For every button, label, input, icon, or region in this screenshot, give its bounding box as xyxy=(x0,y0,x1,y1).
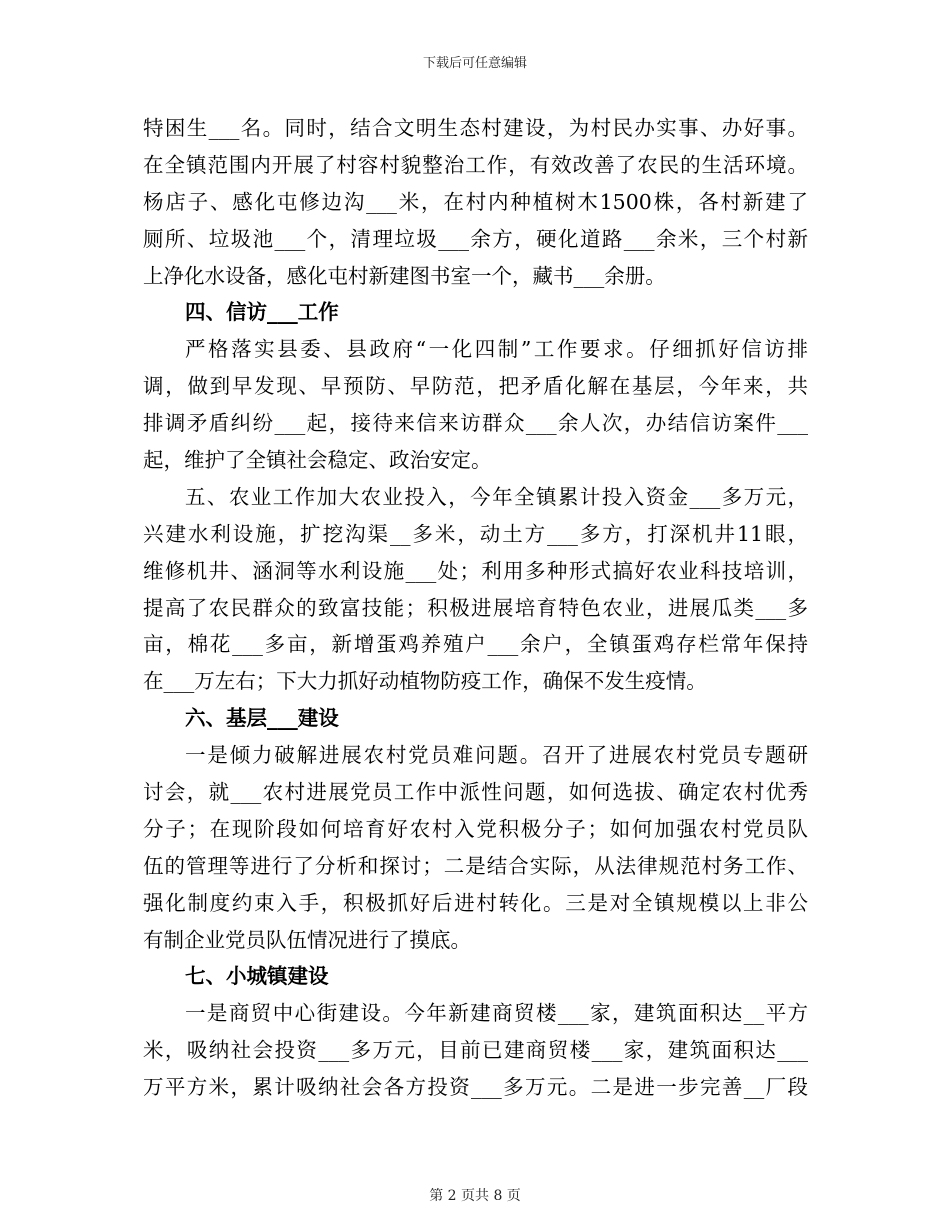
text-line: 亩，棉花___多亩，新增蛋鸡养殖户___余户，全镇蛋鸡存栏常年保持 xyxy=(143,632,808,657)
text-line: 上净化水设备，感化屯村新建图书室一个，藏书___余册。 xyxy=(143,263,666,288)
text-line: 米，吸纳社会投资___多万元，目前已建商贸楼___家，建筑面积达___ xyxy=(143,1038,808,1063)
text-line: 起，维护了全镇社会稳定、政治安定。 xyxy=(143,448,492,473)
text-line: 调，做到早发现、早预防、早防范，把矛盾化解在基层，今年来，共 xyxy=(143,374,808,399)
document-body xyxy=(143,110,808,1106)
text-line: 特困生___名。同时，结合文明生态村建设，为村民办实事、办好事。 xyxy=(143,116,808,140)
text-line: 分子；在现阶段如何培育好农村入党积极分子；如何加强农村党员队 xyxy=(143,816,808,841)
text-line: 提高了农民群众的致富技能；积极进展培育特色农业，进展瓜类___多 xyxy=(143,595,808,620)
text-line: 杨店子、感化屯修边沟___米，在村内种植树木1500株，各村新建了 xyxy=(143,189,808,214)
text-line: 有制企业党员队伍情况进行了摸底。 xyxy=(143,927,471,952)
section-heading: 四、信访___工作 xyxy=(185,300,339,325)
text-line: 在___万左右；下大力抓好动植物防疫工作，确保不发生疫情。 xyxy=(143,669,707,694)
section-heading: 六、基层___建设 xyxy=(185,706,339,731)
text-line: 排调矛盾纠纷___起，接待来信来访群众___余人次，办结信访案件___ xyxy=(143,411,808,436)
text-line: 伍的管理等进行了分析和探讨；二是结合实际，从法律规范村务工作、 xyxy=(143,853,808,878)
text-line: 五、农业工作加大农业投入，今年全镇累计投入资金___多万元， xyxy=(185,484,808,509)
text-line: 强化制度约束入手，积极抓好后进村转化。三是对全镇规模以上非公 xyxy=(143,890,808,915)
text-line: 一是倾力破解进展农村党员难问题。召开了进展农村党员专题研 xyxy=(185,743,808,768)
page-header: 下载后可任意编辑 xyxy=(422,56,527,71)
text-line: 维修机井、涵洞等水利设施___处；利用多种形式搞好农业科技培训， xyxy=(143,558,808,583)
text-line: 一是商贸中心街建设。今年新建商贸楼___家，建筑面积达__平方 xyxy=(185,1001,808,1026)
text-line: 严格落实县委、县政府“一化四制”工作要求。仔细抓好信访排 xyxy=(185,337,808,362)
text-line: 兴建水利设施，扩挖沟渠__多米，动土方___多方，打深机井11眼， xyxy=(143,521,808,546)
text-line: 厕所、垃圾池___个，清理垃圾___余方，硬化道路___余米，三个村新 xyxy=(143,226,808,251)
text-line: 万平方米，累计吸纳社会各方投资___多万元。二是进一步完善__厂段 xyxy=(143,1075,808,1100)
section-heading: 七、小城镇建设 xyxy=(185,964,329,989)
text-line: 讨会，就___农村进展党员工作中派性问题，如何选拔、确定农村优秀 xyxy=(143,780,808,805)
text-line: 在全镇范围内开展了村容村貌整治工作，有效改善了农民的生活环境。 xyxy=(143,152,808,177)
page-footer: 第 2 页共 8 页 xyxy=(429,1188,521,1204)
